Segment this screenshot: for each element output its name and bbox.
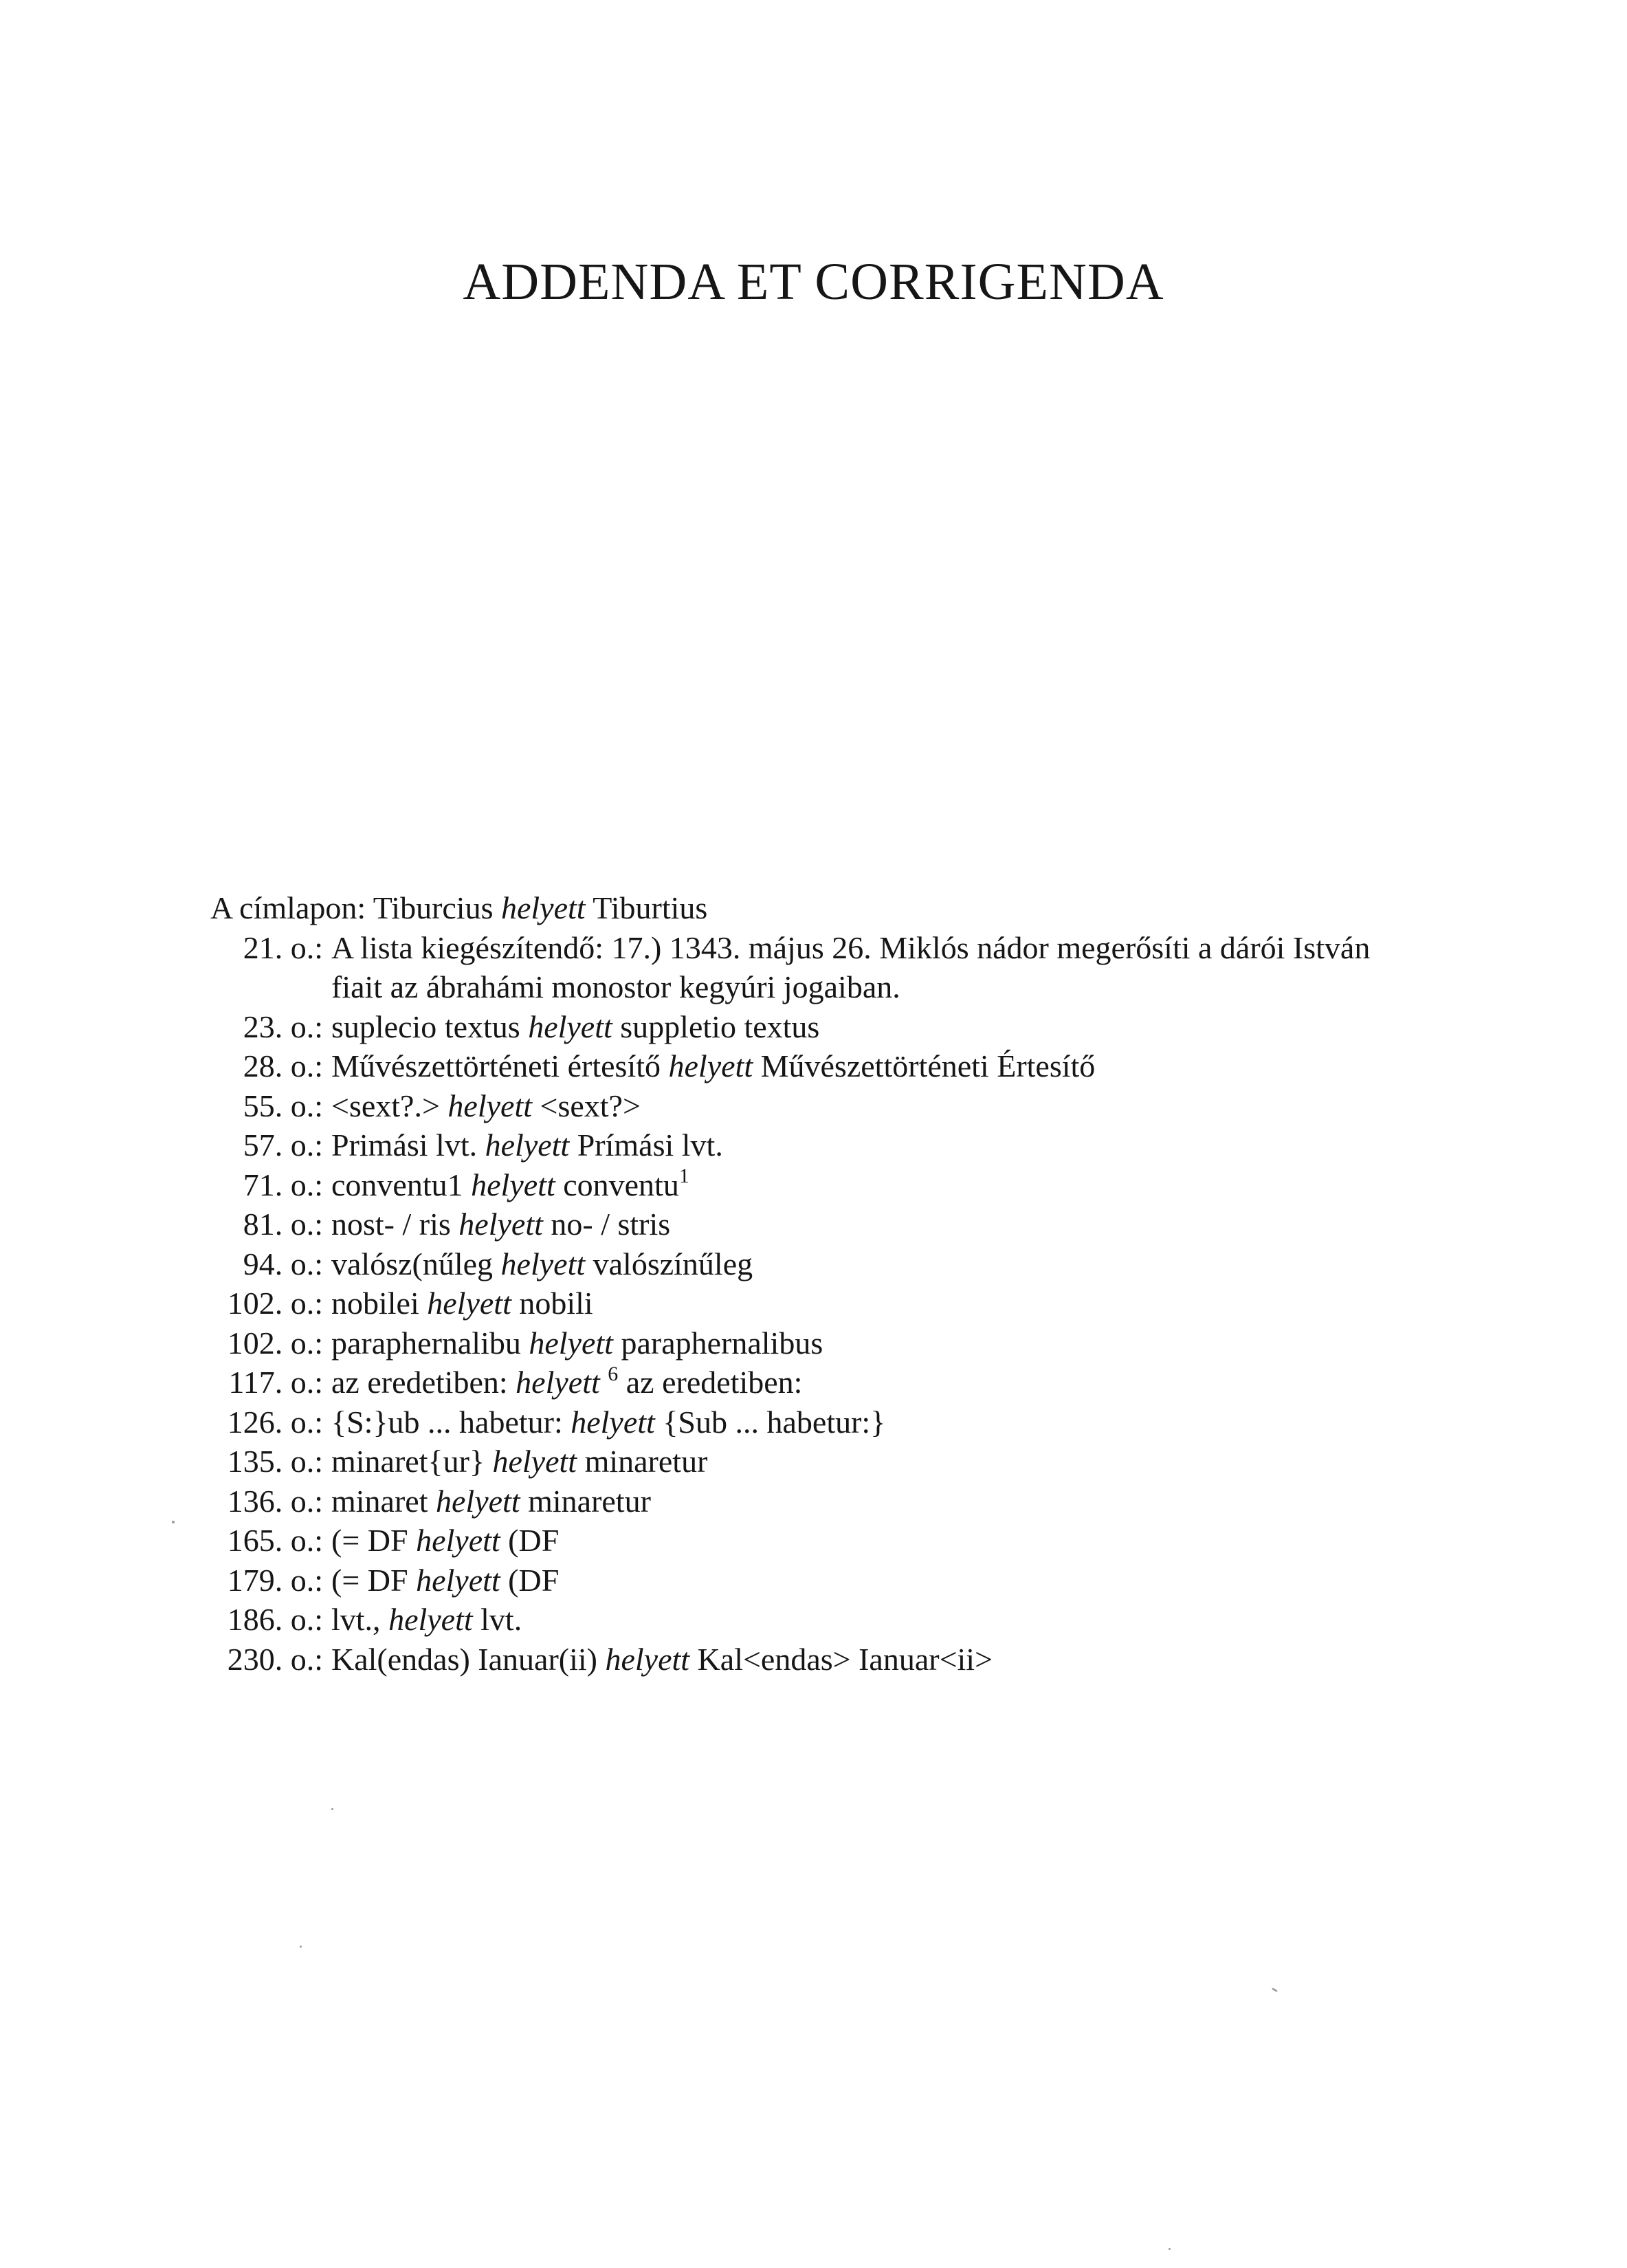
entry-after: suppletio textus: [620, 1009, 820, 1044]
entry-before: (= DF: [331, 1523, 408, 1558]
page-reference: 102. o.:: [227, 1325, 323, 1361]
helyett-keyword: helyett: [605, 1641, 690, 1677]
list-item: [0, 1442, 1627, 1482]
entry-after: conventu: [563, 1167, 679, 1202]
list-item: [0, 1204, 1627, 1244]
list-item: [0, 1165, 1627, 1205]
entry-line: A lista kiegészítendő: 17.) 1343. május 26. Miklós nádor megerősíti a dárói István: [331, 929, 1371, 965]
helyett-keyword: helyett: [500, 890, 586, 925]
entry-text: [323, 1521, 1500, 1561]
page-reference: 126. o.:: [227, 1404, 323, 1440]
entry-before: (= DF: [331, 1562, 408, 1598]
list-item: [0, 1640, 1627, 1680]
entry-before: az eredetiben:: [331, 1365, 508, 1400]
page-reference: 28. o.:: [243, 1048, 323, 1083]
list-item: [0, 1086, 1627, 1126]
entry-before: nost- / ris: [331, 1207, 451, 1242]
entry-text: [323, 1086, 1500, 1126]
entry-text: [323, 1442, 1500, 1482]
entry-after: lvt.: [480, 1602, 522, 1637]
entry-before: minaret: [331, 1483, 428, 1519]
entry-before: paraphernalibu: [331, 1325, 521, 1361]
entry-before: Kal(endas) Ianuar(ii): [331, 1641, 597, 1677]
page-reference: 230. o.:: [227, 1641, 323, 1677]
page-reference: 21. o.:: [243, 929, 323, 965]
helyett-keyword: helyett: [447, 1088, 532, 1123]
entry-after: nobili: [519, 1286, 593, 1321]
scan-speck: [1169, 2248, 1171, 2250]
title-page-entry: [210, 888, 707, 928]
page-reference: 165. o.:: [227, 1523, 323, 1558]
entry-before: conventu1: [331, 1167, 463, 1202]
entry-text: [323, 928, 1500, 1007]
entry-text: [323, 1561, 1500, 1600]
entry-after: Prímási lvt.: [577, 1127, 723, 1163]
entry-text: [323, 1125, 1500, 1165]
entry-text: [323, 1007, 1500, 1047]
page-reference: 71. o.:: [243, 1167, 323, 1202]
list-item: [0, 928, 1627, 1007]
entry-text: [323, 1046, 1500, 1086]
entry-before: Primási lvt.: [331, 1127, 478, 1163]
entry-before: minaret{ur}: [331, 1444, 485, 1479]
entry-after: az eredetiben:: [626, 1365, 803, 1400]
list-item: [0, 1600, 1627, 1640]
entry-before: suplecio textus: [331, 1009, 520, 1044]
entry-before: {S:}ub ... habetur:: [331, 1404, 563, 1440]
entry-after: valószínűleg: [593, 1246, 753, 1281]
entry-before: A címlapon: Tiburcius: [210, 890, 494, 925]
list-item: [0, 1284, 1627, 1323]
entry-before: <sext?.>: [331, 1088, 440, 1123]
entry-text: [323, 1204, 1500, 1244]
footnote-marker: 6: [608, 1362, 619, 1385]
list-item: [0, 1244, 1627, 1284]
helyett-keyword: helyett: [471, 1167, 555, 1202]
helyett-keyword: helyett: [492, 1444, 577, 1479]
page-reference: 94. o.:: [243, 1246, 323, 1281]
entry-before: Művészettörténeti értesítő: [331, 1048, 661, 1083]
helyett-keyword: helyett: [416, 1562, 500, 1598]
entry-text: [323, 1244, 1500, 1284]
helyett-keyword: helyett: [528, 1009, 612, 1044]
entry-after: paraphernalibus: [621, 1325, 823, 1361]
list-item: [0, 1363, 1627, 1402]
page-reference: 57. o.:: [243, 1127, 323, 1163]
scan-speck: [1272, 1988, 1278, 1992]
list-item: [0, 1482, 1627, 1521]
page-reference: 179. o.:: [227, 1562, 323, 1598]
scan-speck: [300, 1946, 302, 1948]
page-reference: 102. o.:: [227, 1286, 323, 1321]
entry-text: [323, 1165, 1500, 1205]
entry-text: [323, 1284, 1500, 1323]
helyett-keyword: helyett: [416, 1523, 500, 1558]
scan-speck: [331, 1808, 333, 1810]
helyett-keyword: helyett: [500, 1246, 586, 1281]
page-reference: 81. o.:: [243, 1207, 323, 1242]
helyett-keyword: helyett: [516, 1365, 600, 1400]
helyett-keyword: helyett: [436, 1483, 520, 1519]
page-reference: 23. o.:: [243, 1009, 323, 1044]
list-item: [0, 1323, 1627, 1363]
list-item: [0, 1007, 1627, 1047]
entry-after: minaretur: [528, 1483, 651, 1519]
list-item: [0, 1561, 1627, 1600]
entry-after: minaretur: [584, 1444, 708, 1479]
entry-after: Kal<endas> Ianuar<ii>: [697, 1641, 993, 1677]
helyett-keyword: helyett: [571, 1404, 655, 1440]
entry-after: no- / stris: [551, 1207, 671, 1242]
entry-after: Tiburtius: [593, 890, 708, 925]
helyett-keyword: helyett: [427, 1286, 511, 1321]
helyett-keyword: helyett: [458, 1207, 543, 1242]
helyett-keyword: helyett: [485, 1127, 570, 1163]
entry-after: Művészettörténeti Értesítő: [760, 1048, 1096, 1083]
page-reference: 136. o.:: [227, 1483, 323, 1519]
entry-before: lvt.,: [331, 1602, 381, 1637]
scan-speck: [172, 1521, 175, 1523]
page-reference: 186. o.:: [227, 1602, 323, 1637]
entry-after: (DF: [508, 1562, 560, 1598]
entry-text: [323, 1402, 1500, 1442]
page-title: ADDENDA ET CORRIGENDA: [463, 253, 1164, 311]
list-item: [0, 1125, 1627, 1165]
entry-line: fiait az ábrahámi monostor kegyúri jogaiban.: [331, 969, 900, 1004]
page-reference: 55. o.:: [243, 1088, 323, 1123]
list-item: [0, 1402, 1627, 1442]
page-reference: 117. o.:: [228, 1365, 323, 1400]
helyett-keyword: helyett: [529, 1325, 613, 1361]
entry-after: (DF: [508, 1523, 560, 1558]
helyett-keyword: helyett: [668, 1048, 753, 1083]
entry-before: nobilei: [331, 1286, 419, 1321]
entry-text: [323, 1323, 1500, 1363]
entry-text: [323, 1600, 1500, 1640]
entry-before: valósz(nűleg: [331, 1246, 494, 1281]
entry-rows: [0, 928, 1627, 1680]
entry-text: [323, 1363, 1500, 1402]
entry-after: {Sub ... habetur:}: [663, 1404, 886, 1440]
list-item: [0, 1046, 1627, 1086]
entry-text: [323, 1640, 1500, 1680]
footnote-marker: 1: [678, 1165, 689, 1188]
page-reference: 135. o.:: [227, 1444, 323, 1479]
entry-text: [323, 1482, 1500, 1521]
list-item: [0, 1521, 1627, 1561]
helyett-keyword: helyett: [388, 1602, 473, 1637]
entry-after: <sext?>: [540, 1088, 641, 1123]
